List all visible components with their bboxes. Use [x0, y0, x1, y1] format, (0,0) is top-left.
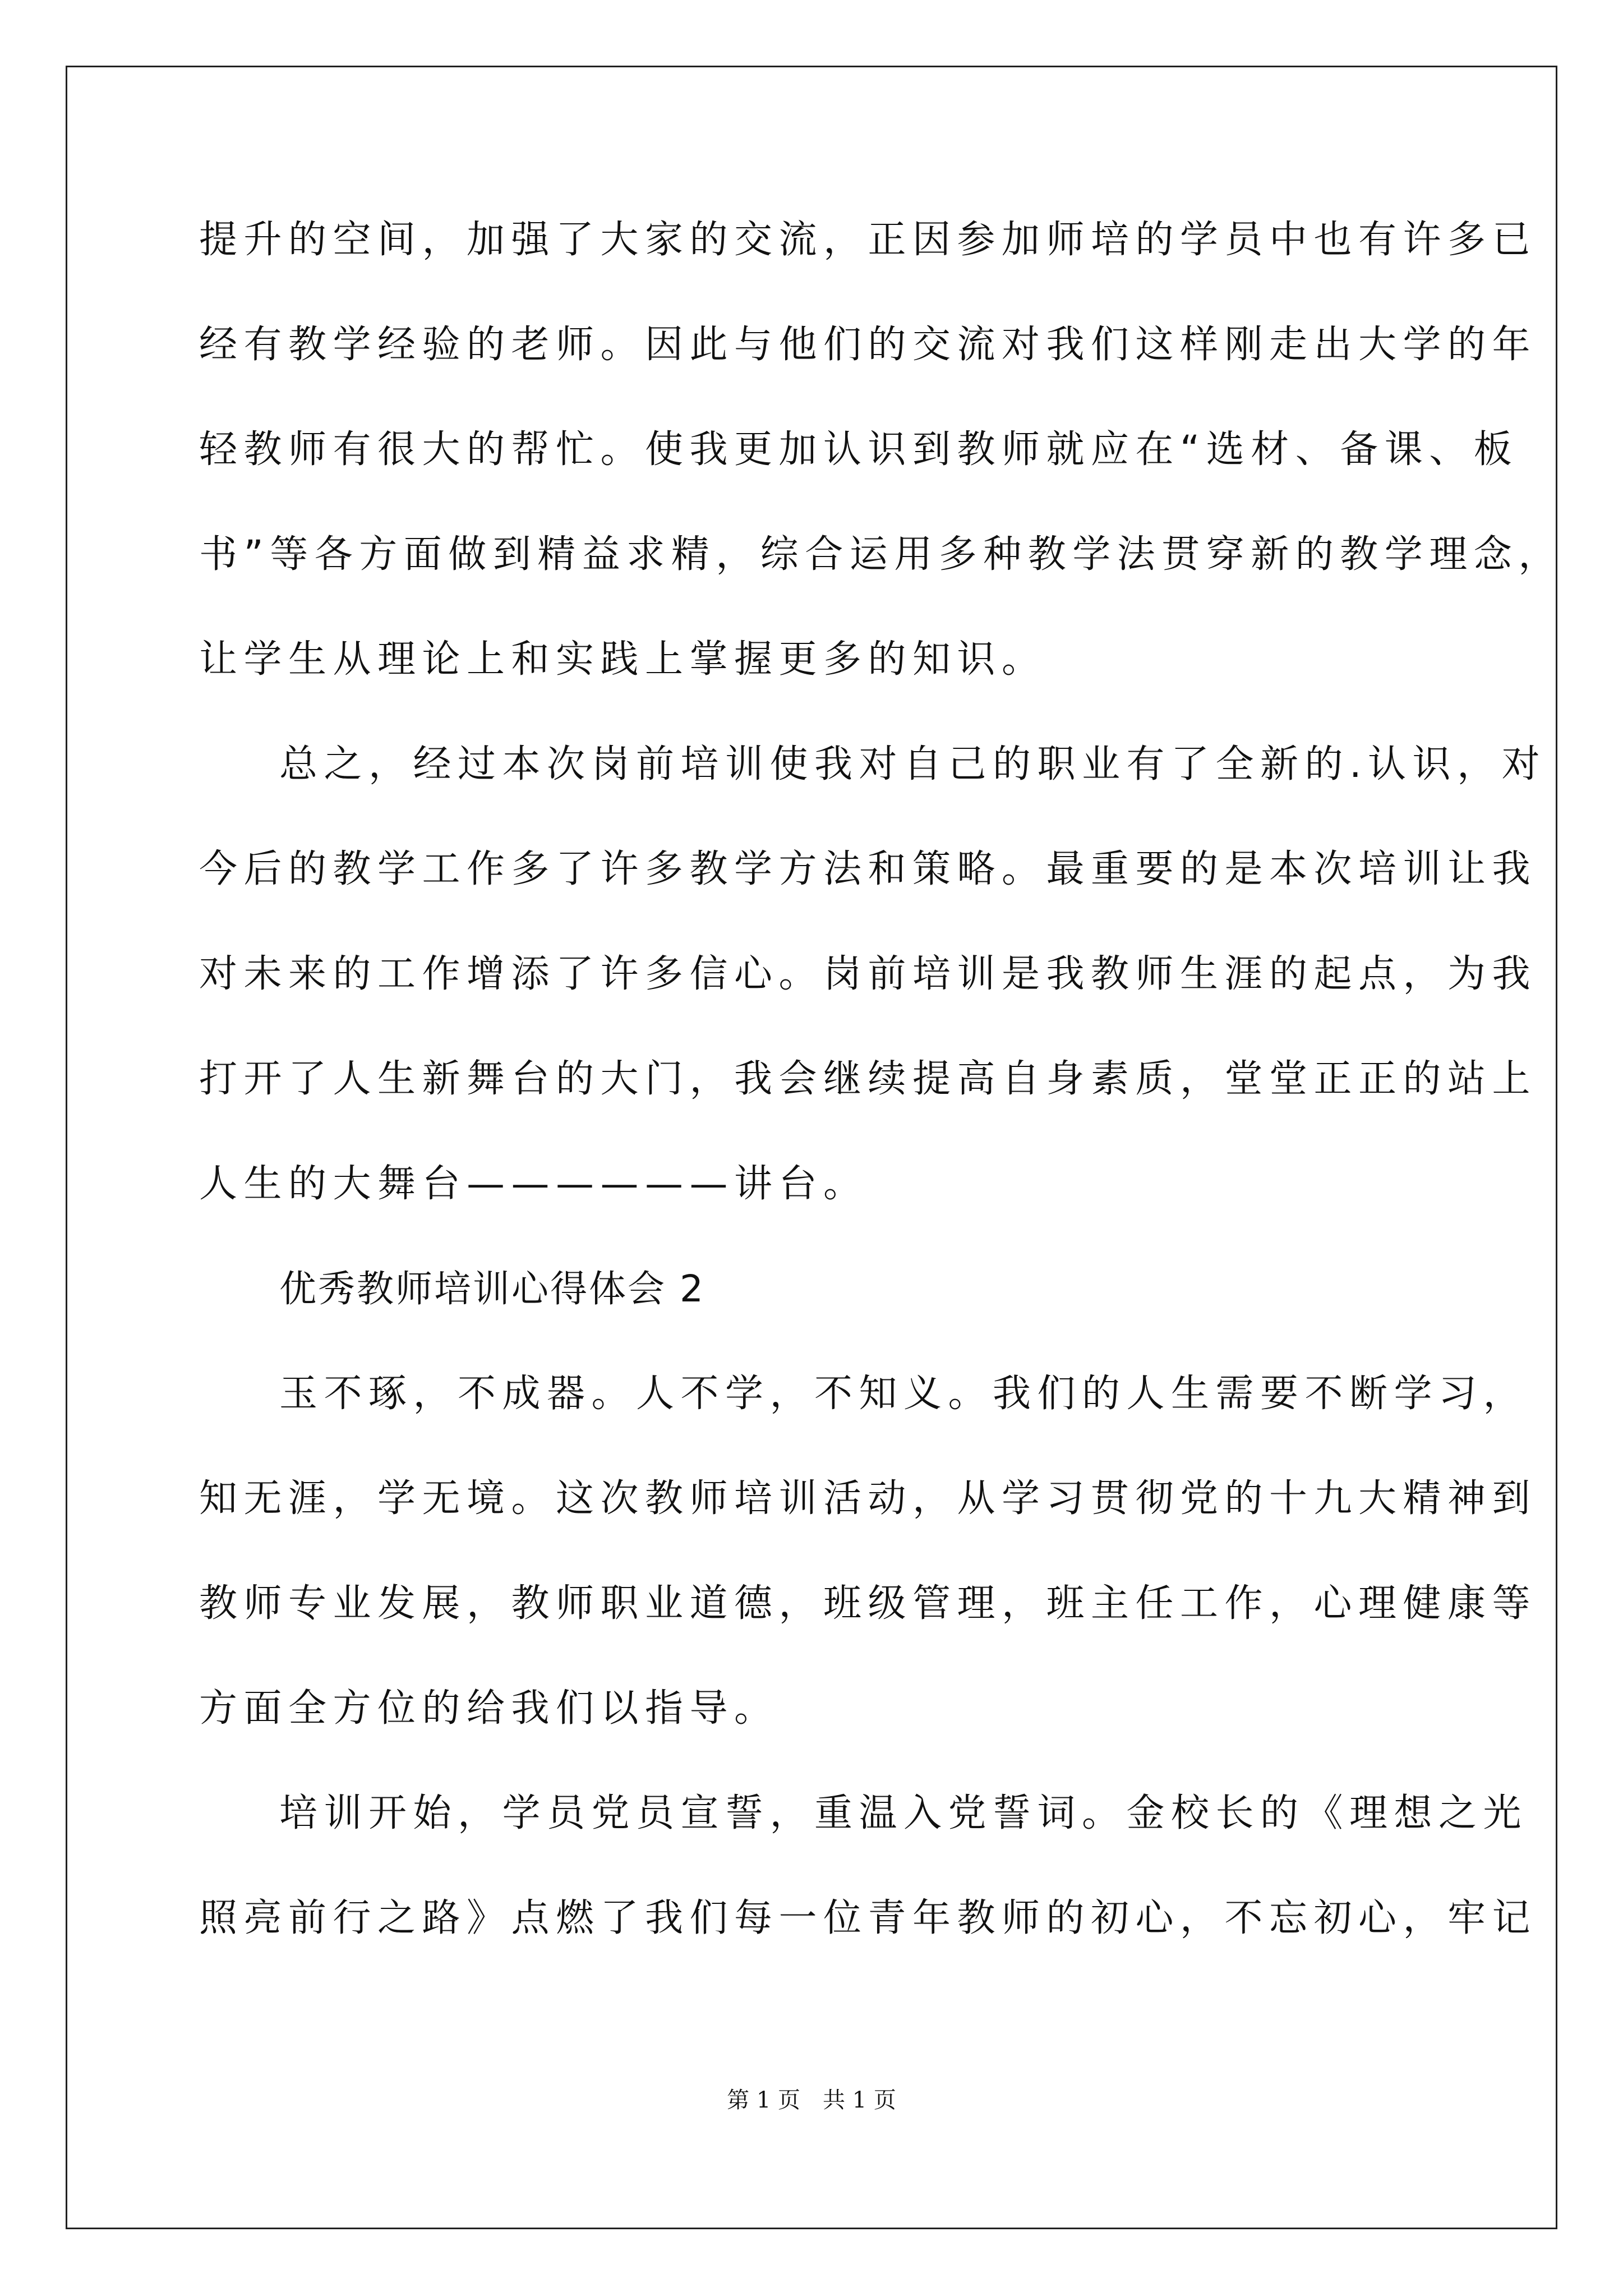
paragraph-line: 轻教师有很大的帮忙。使我更加认识到教师就应在“选材、备课、板: [199, 427, 1519, 472]
paragraph-line: 对未来的工作增添了许多信心。岗前培训是我教师生涯的起点，为我: [199, 952, 1537, 996]
paragraph-line: 知无涯，学无境。这次教师培训活动，从学习贯彻党的十九大精神到: [199, 1476, 1537, 1521]
paragraph-line: 今后的教学工作多了许多教学方法和策略。最重要的是本次培训让我: [199, 847, 1537, 891]
paragraph-line: 玉不琢，不成器。人不学，不知义。我们的人生需要不断学习，: [279, 1372, 1528, 1416]
paragraph-line: 打开了人生新舞台的大门，我会继续提高自身素质，堂堂正正的站上: [199, 1057, 1537, 1101]
paragraph-line: 经有教学经验的老师。因此与他们的交流对我们这样刚走出大学的年: [199, 323, 1537, 367]
paragraph-line: 照亮前行之路》点燃了我们每一位青年教师的初心，不忘初心，牢记: [199, 1896, 1537, 1940]
paragraph-line: 人生的大舞台——————讲台。: [199, 1162, 868, 1206]
paragraph-line: 书”等各方面做到精益求精，综合运用多种教学法贯穿新的教学理念，: [199, 532, 1563, 577]
paragraph-line: 培训开始，学员党员宣誓，重温入党誓词。金校长的《理想之光: [279, 1791, 1528, 1835]
paragraph-line: 教师专业发展，教师职业道德，班级管理，班主任工作，心理健康等: [199, 1581, 1537, 1626]
paragraph-line: 让学生从理论上和实践上掌握更多的知识。: [199, 637, 1046, 682]
paragraph-line: 总之，经过本次岗前培训使我对自己的职业有了全新的.认识，对: [279, 742, 1547, 786]
paragraph-line: 方面全方位的给我们以指导。: [199, 1686, 779, 1731]
page-footer: 第 1 页 共 1 页: [727, 2087, 896, 2113]
paragraph-line: 提升的空间，加强了大家的交流，正因参加师培的学员中也有许多已: [199, 218, 1537, 262]
section-heading: 优秀教师培训心得体会 2: [279, 1267, 705, 1310]
